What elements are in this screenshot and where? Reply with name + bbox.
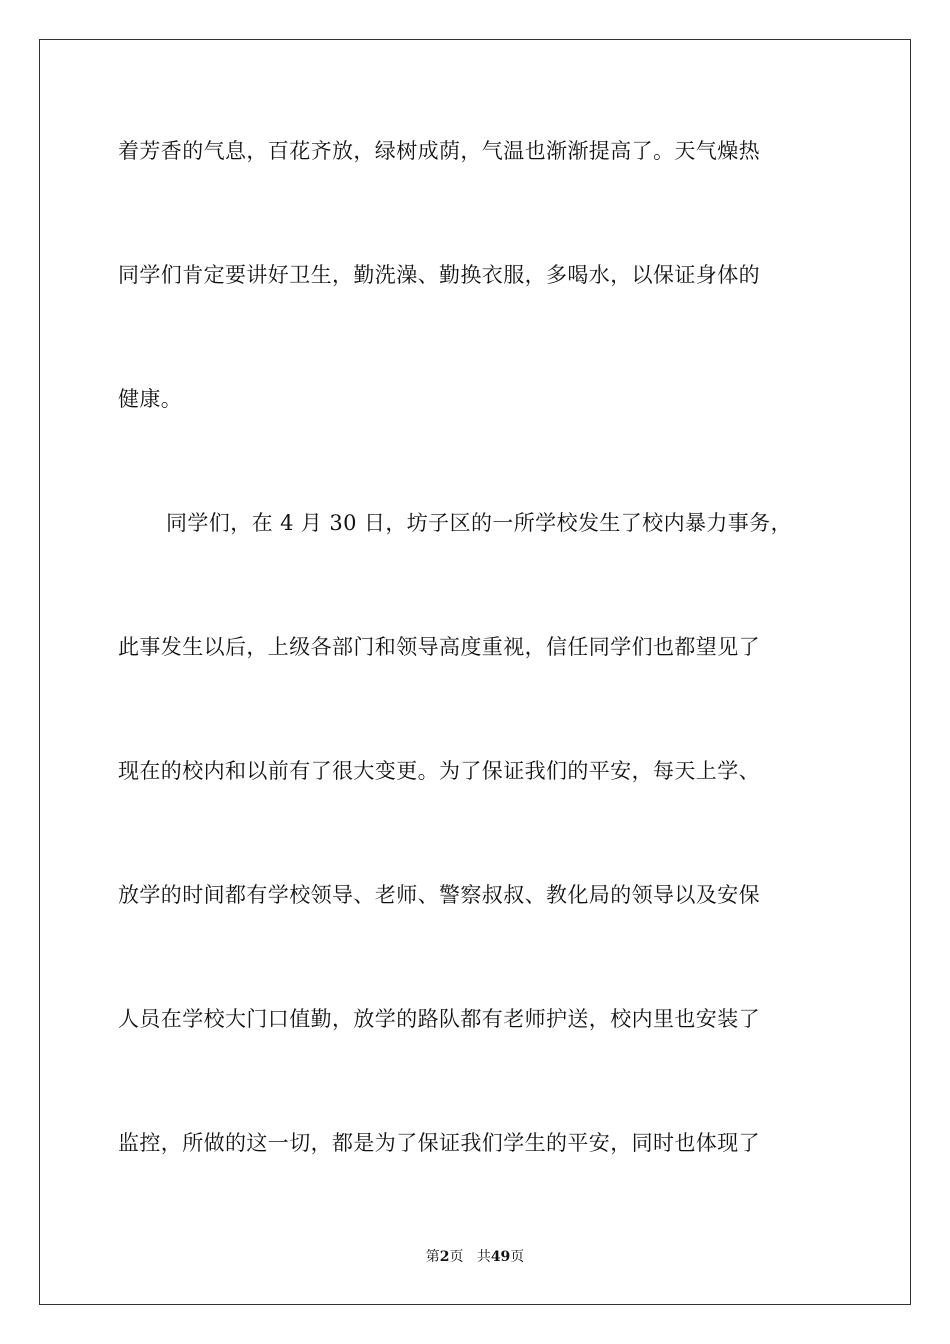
text-line: 健康。 [118,387,183,411]
text-line: 放学的时间都有学校领导、老师、警察叔叔、教化局的领导以及安保 [118,883,760,907]
total-suffix: 页 [510,1249,525,1265]
page-border [39,39,911,1305]
page-prefix: 第 [425,1249,440,1265]
page-footer [0,1246,950,1266]
total-prefix: 共 [476,1249,491,1265]
paragraph-first-line: 同学们，在 4 月 30 日，坊子区的一所学校发生了校内暴力事务， [166,511,792,535]
page-number: 2 [439,1249,450,1265]
text-line: 着芳香的气息，百花齐放，绿树成荫，气温也渐渐提高了。天气燥热 [118,139,760,163]
text-line: 现在的校内和以前有了很大变更。为了保证我们的平安，每天上学、 [118,759,760,783]
total-pages: 49 [490,1249,511,1265]
text-line: 监控，所做的这一切，都是为了保证我们学生的平安，同时也体现了 [118,1131,760,1155]
text-line: 同学们肯定要讲好卫生，勤洗澡、勤换衣服，多喝水，以保证身体的 [118,263,760,287]
text-line: 此事发生以后，上级各部门和领导高度重视，信任同学们也都望见了 [118,635,760,659]
page-suffix: 页 [449,1249,464,1265]
text-line: 人员在学校大门口值勤，放学的路队都有老师护送，校内里也安装了 [118,1007,760,1031]
